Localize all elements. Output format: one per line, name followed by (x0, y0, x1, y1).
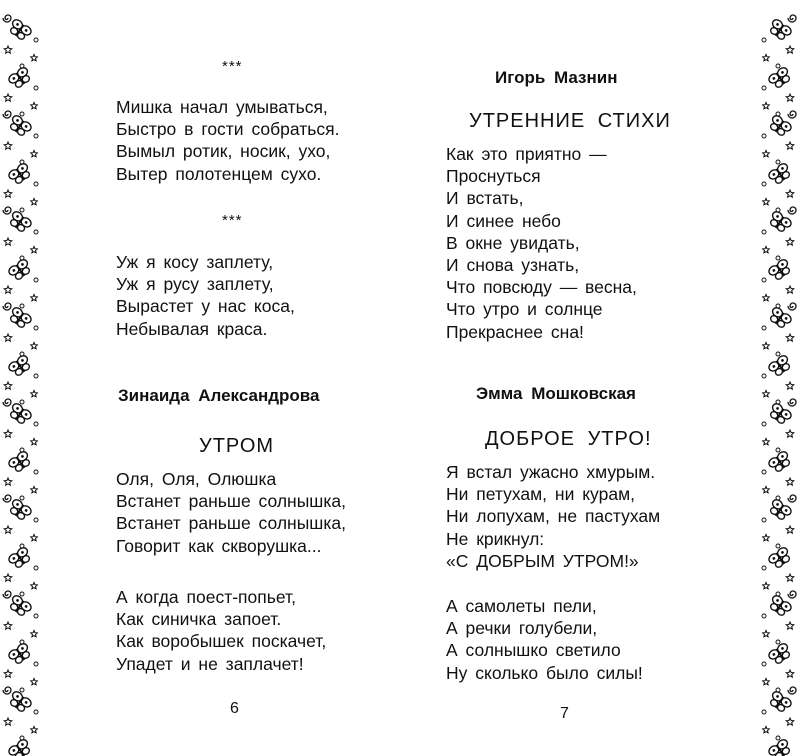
right-decorative-border (756, 0, 800, 756)
butterfly-icon (7, 210, 33, 234)
butterfly-icon (7, 18, 33, 42)
dot-icon (776, 544, 780, 548)
dot-icon (762, 710, 766, 714)
spiral-icon (788, 591, 796, 598)
star-icon (763, 583, 770, 589)
dot-icon (762, 566, 766, 570)
butterfly-icon (7, 498, 33, 522)
poem-line: Мишка начал умываться, (116, 97, 328, 117)
page-number: 7 (560, 705, 569, 722)
star-icon (31, 439, 38, 445)
star-icon (786, 430, 794, 437)
poem-line: Встанет раньше солнышка, (116, 513, 346, 534)
poem-author: Игорь Мазнин (495, 68, 618, 87)
dot-icon (762, 518, 766, 522)
dot-icon (34, 470, 38, 474)
butterfly-icon (767, 66, 793, 90)
star-icon (763, 439, 770, 445)
star-icon (31, 631, 38, 637)
dot-icon (34, 326, 38, 330)
dot-icon (762, 374, 766, 378)
poem-line: А самолеты пели, (446, 596, 597, 616)
poem-line: Быстро в гости собраться. (116, 119, 340, 140)
dot-icon (762, 614, 766, 618)
star-icon (31, 487, 38, 493)
dot-icon (20, 688, 24, 692)
poem-stanza (446, 595, 643, 684)
butterfly-icon (7, 66, 33, 90)
star-icon (31, 247, 38, 253)
dot-icon (762, 326, 766, 330)
star-icon (763, 103, 770, 109)
dot-icon (34, 422, 38, 426)
star-icon (31, 151, 38, 157)
butterfly-icon (7, 402, 33, 426)
butterfly-icon (7, 594, 33, 618)
star-icon (31, 679, 38, 685)
butterfly-icon (7, 450, 33, 474)
dot-icon (34, 38, 38, 42)
star-icon (786, 526, 794, 533)
dot-icon (776, 160, 780, 164)
dot-icon (34, 374, 38, 378)
spiral-icon (3, 111, 11, 118)
spiral-icon (788, 687, 796, 694)
dot-icon (776, 640, 780, 644)
spiral-icon (3, 207, 11, 214)
butterfly-icon (7, 162, 33, 186)
star-icon (763, 343, 770, 349)
poem-untitled-1 (116, 96, 339, 185)
poem-line: Уж я косу заплету, (116, 252, 274, 272)
dot-icon (20, 304, 24, 308)
poem-line: Как синичка запоет. (116, 609, 282, 630)
poem-line: Ни лопухам, не пастухам (446, 506, 661, 527)
poem-line: А речки голубели, (446, 618, 598, 639)
poem-line: А когда поест-попьет, (116, 587, 296, 607)
star-icon (786, 46, 794, 53)
star-icon (31, 199, 38, 205)
star-icon (31, 103, 38, 109)
dot-icon (34, 182, 38, 186)
star-icon (786, 622, 794, 629)
left-decorative-border (0, 0, 44, 756)
poem-line: Вырастет у нас коса, (116, 296, 295, 317)
poem-line: И синее небо (446, 210, 561, 231)
dot-icon (762, 470, 766, 474)
dot-icon (20, 496, 24, 500)
dot-icon (776, 736, 780, 740)
dot-icon (34, 278, 38, 282)
star-icon (763, 727, 770, 733)
star-icon (763, 295, 770, 301)
spiral-icon (3, 15, 11, 22)
poem-stanza (446, 461, 660, 572)
dot-icon (34, 614, 38, 618)
star-icon (786, 718, 794, 725)
star-icon (31, 535, 38, 541)
poem-title: ДОБРОЕ УТРО! (485, 428, 652, 450)
poem-author: Эмма Мошковская (476, 384, 636, 403)
poem-line: Что повсюду — весна, (446, 277, 637, 298)
poem-separator: *** (222, 58, 243, 75)
poem-author: Зинаида Александрова (118, 386, 320, 405)
dot-icon (762, 38, 766, 42)
butterfly-icon (767, 450, 793, 474)
star-icon (786, 670, 794, 677)
poem-stanza (446, 143, 637, 343)
star-icon (4, 382, 12, 389)
spiral-icon (3, 495, 11, 502)
butterfly-icon (767, 162, 793, 186)
butterfly-icon (767, 354, 793, 378)
butterfly-icon (767, 738, 793, 756)
star-icon (4, 142, 12, 149)
butterfly-icon (767, 690, 793, 714)
poem-line: Вымыл ротик, носик, ухо, (116, 141, 331, 162)
poem-line: Что утро и солнце (446, 299, 603, 320)
poem-line: Проснуться (446, 166, 541, 187)
star-icon (4, 46, 12, 53)
star-icon (4, 286, 12, 293)
butterfly-icon (767, 114, 793, 138)
poem-line: «С ДОБРЫМ УТРОМ!» (446, 550, 639, 571)
page-number: 6 (230, 700, 239, 717)
star-icon (763, 55, 770, 61)
poem-untitled-2 (116, 251, 295, 340)
star-icon (786, 334, 794, 341)
star-icon (786, 478, 794, 485)
dot-icon (34, 86, 38, 90)
poem-title: УТРЕННИЕ СТИХИ (469, 110, 671, 132)
butterfly-icon (767, 642, 793, 666)
dot-icon (34, 518, 38, 522)
dot-icon (34, 134, 38, 138)
star-icon (786, 190, 794, 197)
star-icon (4, 670, 12, 677)
star-icon (4, 94, 12, 101)
star-icon (4, 190, 12, 197)
butterfly-icon (767, 546, 793, 570)
dot-icon (34, 710, 38, 714)
butterfly-icon (7, 738, 33, 756)
poem-line: И встать, (446, 188, 524, 209)
poem-line: Прекраснее сна! (446, 321, 584, 342)
poem-stanza (116, 586, 326, 675)
poem-line: Встанет раньше солнышка, (116, 491, 346, 512)
poem-stanza (116, 468, 346, 557)
butterfly-icon (767, 18, 793, 42)
butterfly-icon (7, 642, 33, 666)
star-icon (763, 631, 770, 637)
spiral-icon (3, 687, 11, 694)
dot-icon (20, 208, 24, 212)
poem-line: Уж я русу заплету, (116, 274, 274, 295)
poem-line: Упадет и не заплачет! (116, 653, 304, 674)
dot-icon (762, 662, 766, 666)
butterfly-icon (7, 354, 33, 378)
dot-icon (762, 278, 766, 282)
star-icon (786, 94, 794, 101)
spiral-icon (788, 15, 796, 22)
dot-icon (762, 230, 766, 234)
butterfly-icon (7, 546, 33, 570)
butterfly-icon (767, 258, 793, 282)
star-icon (763, 535, 770, 541)
dot-icon (34, 566, 38, 570)
star-icon (4, 334, 12, 341)
poem-line: Не крикнул: (446, 528, 545, 549)
poem-line: Ни петухам, ни курам, (446, 484, 635, 505)
poem-line: Оля, Оля, Олюшка (116, 469, 277, 489)
butterfly-icon (767, 210, 793, 234)
butterfly-icon (7, 114, 33, 138)
dot-icon (762, 134, 766, 138)
star-icon (4, 718, 12, 725)
dot-icon (762, 422, 766, 426)
dot-icon (20, 400, 24, 404)
spiral-icon (3, 303, 11, 310)
star-icon (4, 430, 12, 437)
star-icon (4, 238, 12, 245)
poem-line: Как это приятно — (446, 144, 607, 164)
star-icon (31, 727, 38, 733)
dot-icon (762, 86, 766, 90)
poem-separator: *** (222, 212, 243, 229)
star-icon (4, 622, 12, 629)
star-icon (4, 478, 12, 485)
butterfly-icon (7, 306, 33, 330)
star-icon (31, 343, 38, 349)
butterfly-icon (7, 690, 33, 714)
star-icon (786, 142, 794, 149)
dot-icon (776, 64, 780, 68)
star-icon (4, 574, 12, 581)
poem-title: УТРОМ (199, 435, 275, 457)
star-icon (786, 238, 794, 245)
dot-icon (776, 256, 780, 260)
poem-line: Небывалая краса. (116, 318, 268, 339)
spiral-icon (788, 207, 796, 214)
poem-line: Я встал ужасно хмурым. (446, 462, 656, 482)
star-icon (31, 391, 38, 397)
dot-icon (776, 352, 780, 356)
star-icon (763, 151, 770, 157)
dot-icon (20, 592, 24, 596)
butterfly-icon (7, 258, 33, 282)
star-icon (31, 55, 38, 61)
star-icon (786, 574, 794, 581)
star-icon (786, 382, 794, 389)
poem-line: Говорит как скворушка... (116, 535, 322, 556)
butterfly-icon (767, 402, 793, 426)
spiral-icon (788, 111, 796, 118)
star-icon (763, 487, 770, 493)
poem-line: Ну сколько было силы! (446, 662, 643, 683)
dot-icon (762, 182, 766, 186)
dot-icon (34, 662, 38, 666)
poem-line: Вытер полотенцем сухо. (116, 163, 322, 184)
dot-icon (776, 448, 780, 452)
poem-line: А солнышко светило (446, 640, 621, 661)
poem-line: И снова узнать, (446, 255, 580, 276)
star-icon (31, 295, 38, 301)
star-icon (763, 199, 770, 205)
butterfly-icon (767, 306, 793, 330)
spiral-icon (788, 399, 796, 406)
star-icon (763, 247, 770, 253)
star-icon (763, 391, 770, 397)
star-icon (763, 679, 770, 685)
poem-line: Как воробышек поскачет, (116, 631, 327, 652)
star-icon (786, 286, 794, 293)
star-icon (4, 526, 12, 533)
butterfly-icon (767, 498, 793, 522)
spiral-icon (788, 495, 796, 502)
dot-icon (34, 230, 38, 234)
spiral-icon (3, 399, 11, 406)
poem-line: В окне увидать, (446, 232, 580, 253)
spiral-icon (788, 303, 796, 310)
star-icon (31, 583, 38, 589)
dot-icon (20, 112, 24, 116)
butterfly-icon (767, 594, 793, 618)
spiral-icon (3, 591, 11, 598)
